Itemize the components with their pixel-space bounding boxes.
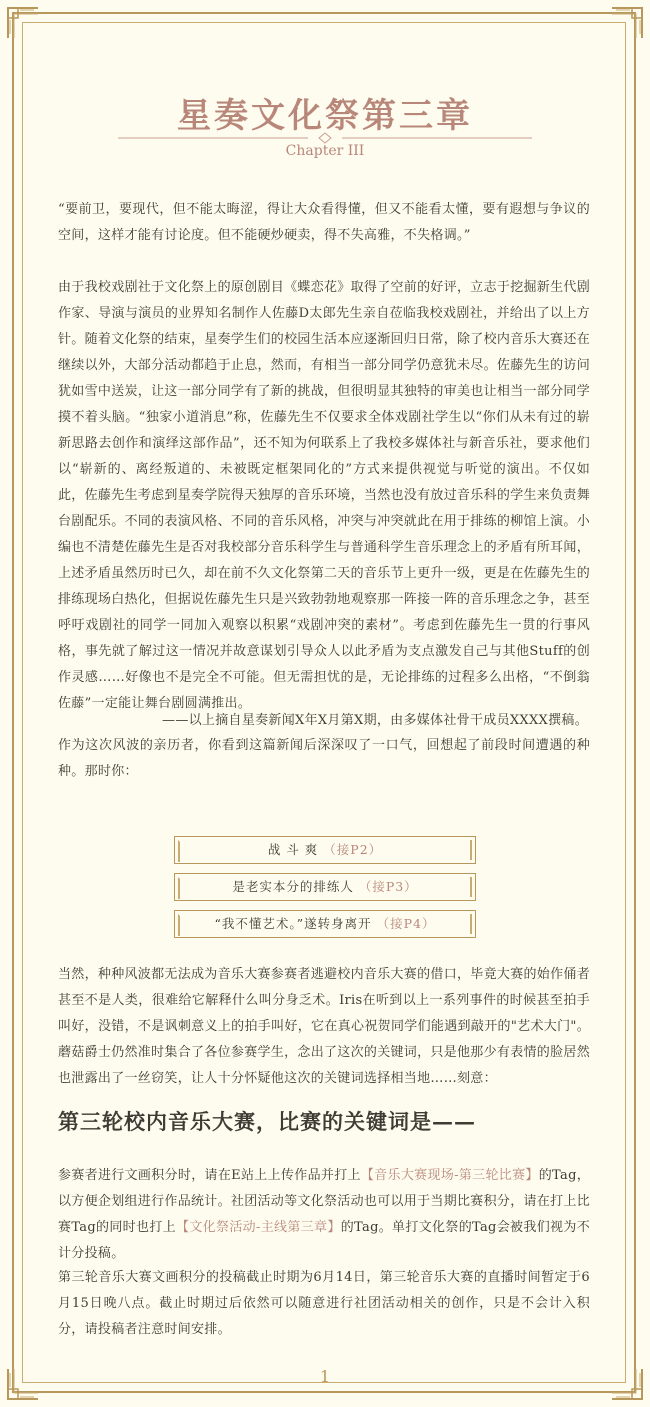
aftermath-paragraph: 当然，种种风波都无法成为音乐大赛参赛者逃避校内音乐大赛的借口，毕竟大赛的始作俑者甚至不是人类，很难给它解释什么叫分身乏术。Iris在听到以上一系列事件的时候甚至拍手叫好，没错，不是讽刺意义上的拍手叫好，它在真心祝贺同学们能遇到敲开的"艺术大门"。蘑菇爵士仍然准时集合了各位参赛学生，念出了这次的关键词，只是他那少有表情的脸居然也泄露出了一丝窃笑，让人十分怀疑他这次的关键词选择相当地……刻意： — [58, 967, 591, 1086]
news-article-body: 由于我校戏剧社于文化祭上的原创剧目《蝶恋花》取得了空前的好评，立志于挖掘新生代剧作家、导演与演员的业界知名制作人佐藤D太郎先生亲自莅临我校戏剧社，并给出了以上方针。随着文化祭的结束，星奏学生们的校园生活本应逐渐回归日常，除了校内音乐大赛还在继续以外，大部分活动都趋于止息，然而，有相当一部分同学仍意犹未尽。佐藤先生的访问犹如雪中送炭，让这一部分同学有了新的挑战，但很明显其独特的审美也让相当一部分同学摸不着头脑。“独家小道消息”称，佐藤先生不仅要求全体戏剧社学生以“你们从未有过的崭新思路去创作和演绎这部作品”，还不知为何联系上了我校多媒体社与新音乐社，要求他们以“崭新的、离经叛道的、未被既定框架同化的”方式来提供视觉与听觉的演出。不仅如此，佐藤先生考虑到星奏学院得天独厚的音乐环境，当然也没有放过音乐科的学生来负责舞台剧配乐。不同的表演风格、不同的音乐风格，冲突与冲突就此在用于排练的柳馆上演。小编也不清楚佐藤先生是否对我校部分音乐科学生与普通科学生音乐理念上的矛盾有所耳闻，上述矛盾虽然历时已久，却在前不久文化祭第二天的音乐节上更升一级，更是在佐藤先生的排练现场白热化，但据说佐藤先生只是兴致勃勃地观察那一阵接一阵的音乐理念之争，甚至呼吁戏剧社的同学一同加入观察以积累“戏剧冲突的素材”。考虑到佐藤先生一贯的行事风格，事先就了解过这一情况并故意谋划引导众人以此矛盾为支点激发自己与其他Stuff的创作灵感……好像也不是完全不可能。但无需担忧的是，无论排练的过程多么出格，“不倒翁佐藤”一定能让舞台剧圆满推出。 — [58, 280, 591, 711]
keyword-heading: 第三轮校内音乐大赛，比赛的关键词是—— — [58, 1109, 476, 1134]
contest-tag: 【音乐大赛现场-第三轮比赛】 — [360, 1168, 539, 1183]
choice-button-p2[interactable] — [174, 836, 476, 864]
opening-quote: “要前卫，要现代，但不能太晦涩，得让大众看得懂，但又不能看太懂，要有遐想与争议的空间，这样才能有讨论度。但不能硬炒硬卖，得不失高雅，不失格调。” — [58, 202, 590, 243]
choice-intro: 作为这次风波的亲历者，你看到这篇新闻后深深叹了一口气，回想起了前段时间遭遇的种种。那时你： — [58, 738, 590, 779]
choice-label: 是老实本分的排练人 — [232, 879, 354, 894]
page-title: 星奏文化祭第三章 — [177, 96, 473, 136]
deadline-notice: 第三轮音乐大赛文画积分的投稿截止时期为6月14日，第三轮音乐大赛的直播时间暂定于6月15日晚八点。截止时期过后依然可以随意进行社团活动相关的创作，只是不会计入积分，请投稿者注意时间安排。 — [58, 1270, 590, 1337]
rules-text: 参赛者进行文画积分时，请在E站上上传作品并打上 — [58, 1168, 361, 1183]
submission-rules — [58, 1163, 590, 1267]
news-source-attribution: ——以上摘自星奏新闻X年X月第X期，由多媒体社骨干成员XXXX撰稿。 — [162, 713, 588, 728]
choice-page-hint: （接P3） — [358, 879, 418, 894]
choice-label: “我不懂艺术。”遂转身离开 — [214, 916, 372, 931]
page-number: 1 — [319, 1367, 331, 1386]
choice-label: 战 斗 爽 — [267, 842, 319, 857]
rules-text: 的Tag，以方便企划组进行作品统计。社团活动等文化祭活动也可以用于当期比赛积分，请在打上比赛Tag的同时也打上 — [58, 1168, 591, 1235]
choice-page-hint: （接P4） — [376, 916, 436, 931]
choice-page-hint: （接P2） — [323, 842, 383, 857]
corner-ornament-icon — [6, 6, 40, 40]
rules-text: 的Tag。单打文化祭的Tag会被我们视为不计分投稿。 — [58, 1220, 591, 1261]
page-subtitle: Chapter III — [285, 143, 365, 159]
festival-tag: 【文化祭活动-主线第三章】 — [176, 1220, 341, 1235]
choice-button-p3[interactable] — [174, 873, 476, 901]
corner-ornament-icon — [610, 6, 644, 40]
choice-button-p4[interactable] — [174, 910, 476, 938]
